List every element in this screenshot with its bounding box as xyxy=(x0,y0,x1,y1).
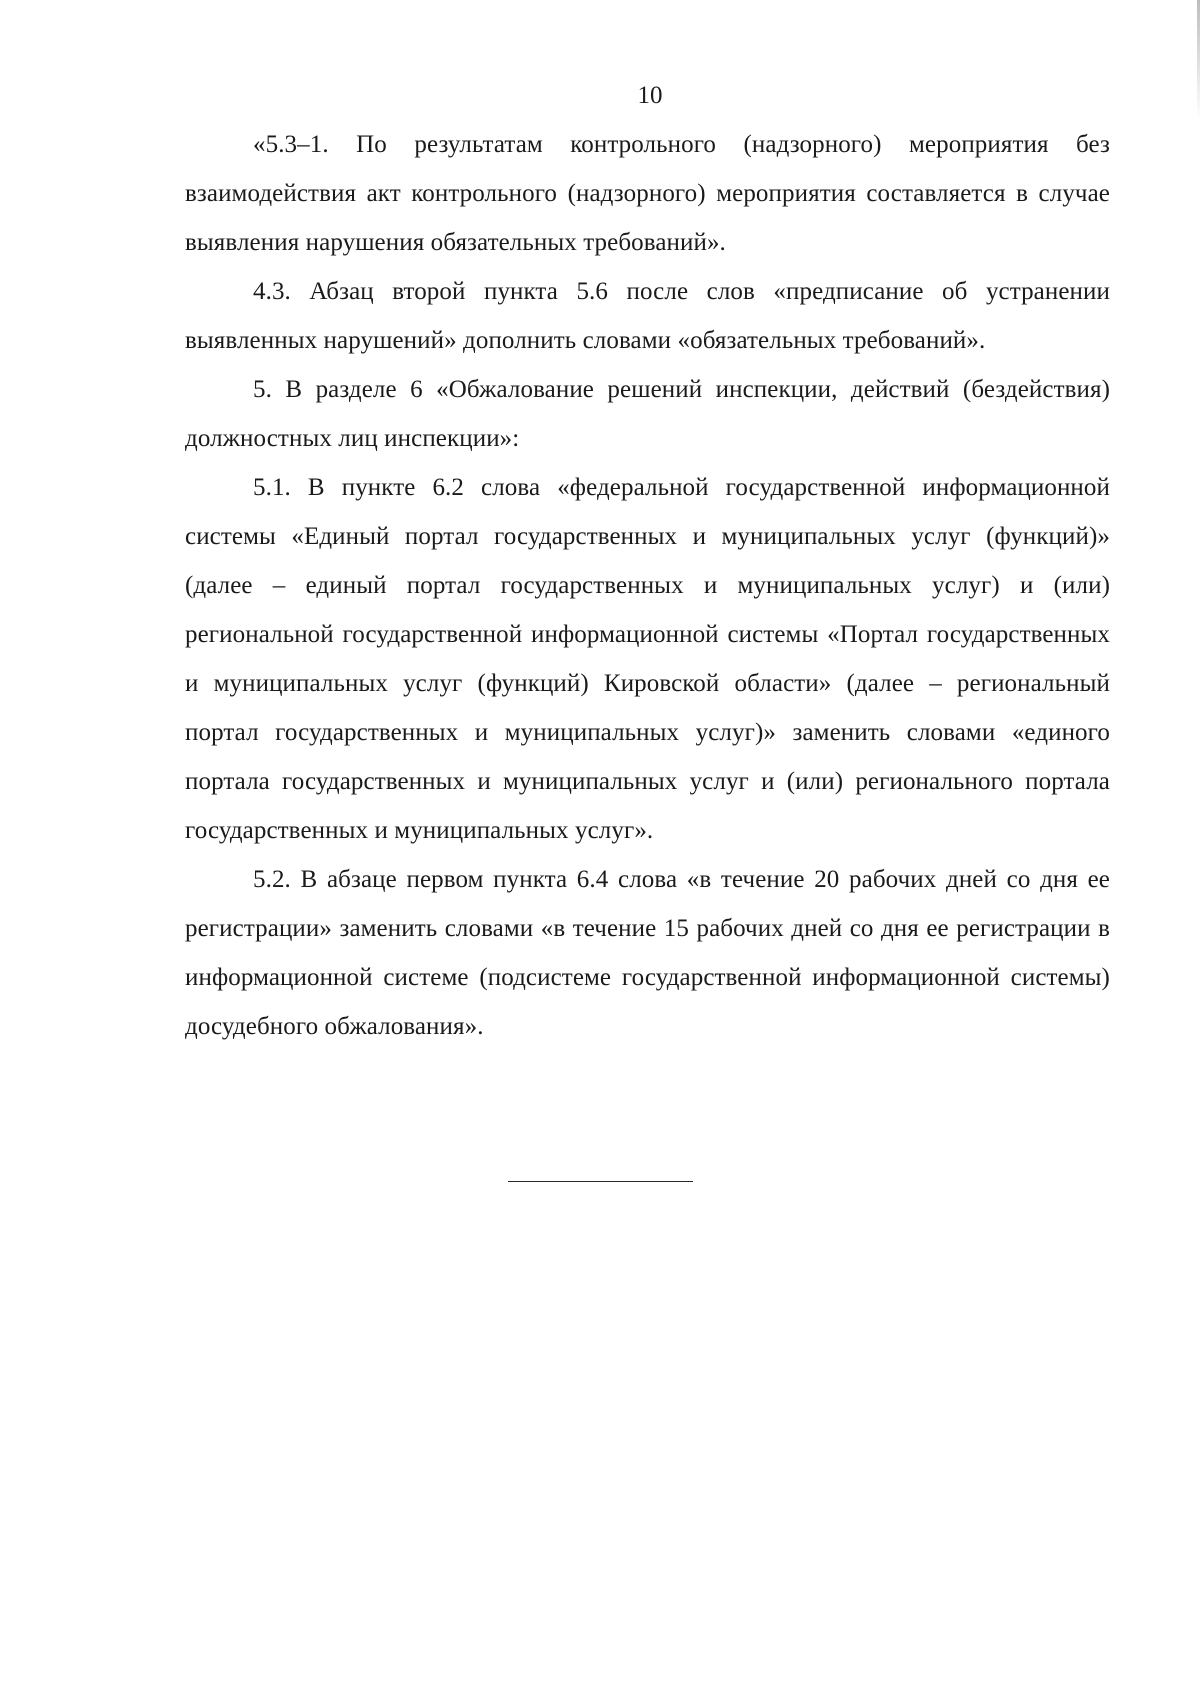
paragraph-5-2: 5.2. В абзаце первом пункта 6.4 слова «в течение 20 рабочих дней со дня ее регистрации» заменить словами «в течение 15 рабочих дней со дня ее регистрации в информационной системе (подсистеме государственной информационной системы) досудебного обжалования». xyxy=(185,866,1110,1040)
document-body xyxy=(185,120,1110,1051)
paragraph-5-1: 5.1. В пункте 6.2 слова «федеральной государственной информационной системы «Единый портал государственных и муниципальных услуг (функций)» (далее – единый портал государственных и муниципальных услуг) и (или) региональной государственной информационной системы «Портал государственных и муниципальных услуг (функций) Кировской области» (далее – региональный портал государственных и муниципальных услуг)» заменить словами «единого портала государственных и муниципальных услуг и (или) регионального портала государственных и муниципальных услуг». xyxy=(185,474,1110,844)
end-separator-line xyxy=(508,1181,693,1182)
paragraph-5: 5. В разделе 6 «Обжалование решений инспекции, действий (бездействия) должностных лиц инспекции»: xyxy=(185,376,1110,452)
paragraph-4-3: 4.3. Абзац второй пункта 5.6 после слов «предписание об устранении выявленных нарушений» дополнить словами «обязательных требований». xyxy=(185,278,1110,354)
page-number: 10 xyxy=(637,82,663,109)
paragraph-5-3-1: «5.3–1. По результатам контрольного (надзорного) мероприятия без взаимодействия акт контрольного (надзорного) мероприятия составляется в случае выявления нарушения обязательных требований». xyxy=(185,131,1110,256)
